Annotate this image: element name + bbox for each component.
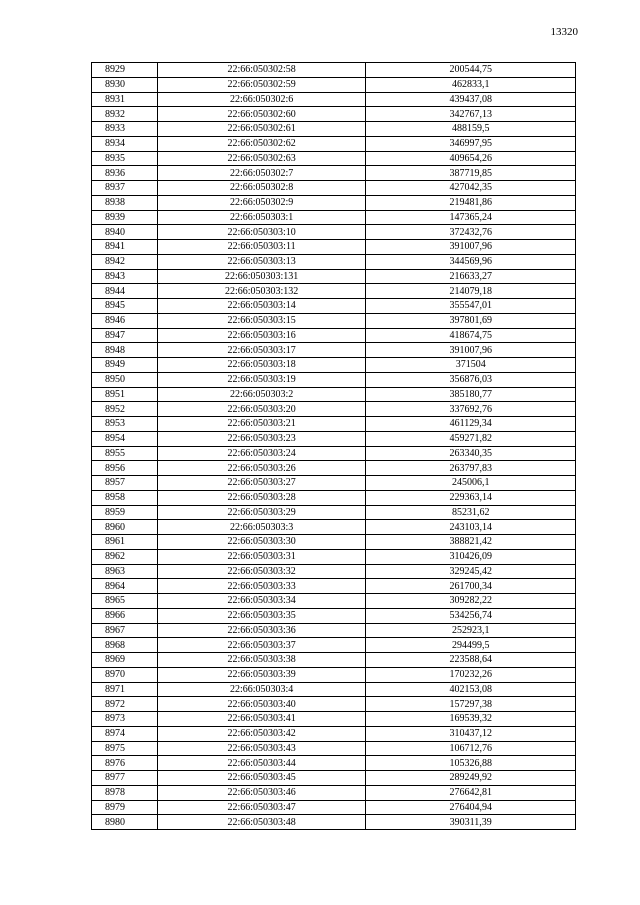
row-number: 8951 xyxy=(92,387,158,402)
cadastral-number: 22:66:050302:61 xyxy=(157,122,366,137)
table-row xyxy=(92,756,576,771)
cadastral-value: 391007,96 xyxy=(366,240,576,255)
cadastral-value: 294499,5 xyxy=(366,638,576,653)
row-number: 8930 xyxy=(92,77,158,92)
table-row xyxy=(92,594,576,609)
row-number: 8977 xyxy=(92,771,158,786)
row-number: 8947 xyxy=(92,328,158,343)
cadastral-number: 22:66:050303:2 xyxy=(157,387,366,402)
cadastral-value: 157297,38 xyxy=(366,697,576,712)
table-row xyxy=(92,490,576,505)
cadastral-number: 22:66:050303:19 xyxy=(157,372,366,387)
cadastral-number: 22:66:050303:18 xyxy=(157,358,366,373)
cadastral-number: 22:66:050303:38 xyxy=(157,653,366,668)
table-row xyxy=(92,712,576,727)
row-number: 8949 xyxy=(92,358,158,373)
cadastral-number: 22:66:050303:23 xyxy=(157,431,366,446)
row-number: 8958 xyxy=(92,490,158,505)
cadastral-number: 22:66:050303:4 xyxy=(157,682,366,697)
table-body xyxy=(92,63,576,830)
table-row xyxy=(92,505,576,520)
table-row xyxy=(92,653,576,668)
cadastral-value: 263340,35 xyxy=(366,446,576,461)
cadastral-value: 356876,03 xyxy=(366,372,576,387)
table-row xyxy=(92,726,576,741)
cadastral-number: 22:66:050303:46 xyxy=(157,785,366,800)
cadastral-number: 22:66:050303:41 xyxy=(157,712,366,727)
table-row xyxy=(92,564,576,579)
cadastral-value: 105326,88 xyxy=(366,756,576,771)
table-row xyxy=(92,328,576,343)
cadastral-value: 289249,92 xyxy=(366,771,576,786)
cadastral-value: 397801,69 xyxy=(366,313,576,328)
row-number: 8941 xyxy=(92,240,158,255)
table-row xyxy=(92,446,576,461)
row-number: 8961 xyxy=(92,535,158,550)
cadastral-number: 22:66:050303:29 xyxy=(157,505,366,520)
row-number: 8932 xyxy=(92,107,158,122)
row-number: 8953 xyxy=(92,417,158,432)
row-number: 8933 xyxy=(92,122,158,137)
cadastral-number: 22:66:050303:17 xyxy=(157,343,366,358)
cadastral-value: 261700,34 xyxy=(366,579,576,594)
table-row xyxy=(92,535,576,550)
cadastral-number: 22:66:050303:30 xyxy=(157,535,366,550)
cadastral-value: 391007,96 xyxy=(366,343,576,358)
row-number: 8948 xyxy=(92,343,158,358)
row-number: 8960 xyxy=(92,520,158,535)
cadastral-number: 22:66:050302:63 xyxy=(157,151,366,166)
cadastral-value: 243103,14 xyxy=(366,520,576,535)
cadastral-number: 22:66:050302:60 xyxy=(157,107,366,122)
cadastral-value: 147365,24 xyxy=(366,210,576,225)
cadastral-number: 22:66:050303:34 xyxy=(157,594,366,609)
cadastral-value: 459271,82 xyxy=(366,431,576,446)
row-number: 8972 xyxy=(92,697,158,712)
cadastral-value: 461129,34 xyxy=(366,417,576,432)
table-row xyxy=(92,402,576,417)
cadastral-value: 418674,75 xyxy=(366,328,576,343)
row-number: 8970 xyxy=(92,667,158,682)
table-row xyxy=(92,151,576,166)
table-row xyxy=(92,136,576,151)
row-number: 8938 xyxy=(92,195,158,210)
cadastral-number: 22:66:050303:47 xyxy=(157,800,366,815)
cadastral-value: 390311,39 xyxy=(366,815,576,830)
row-number: 8952 xyxy=(92,402,158,417)
cadastral-value: 252923,1 xyxy=(366,623,576,638)
cadastral-number: 22:66:050303:45 xyxy=(157,771,366,786)
table-row xyxy=(92,800,576,815)
cadastral-number: 22:66:050303:28 xyxy=(157,490,366,505)
table-row xyxy=(92,77,576,92)
row-number: 8959 xyxy=(92,505,158,520)
row-number: 8942 xyxy=(92,254,158,269)
row-number: 8967 xyxy=(92,623,158,638)
row-number: 8968 xyxy=(92,638,158,653)
cadastral-value: 229363,14 xyxy=(366,490,576,505)
row-number: 8963 xyxy=(92,564,158,579)
table-row xyxy=(92,697,576,712)
row-number: 8979 xyxy=(92,800,158,815)
cadastral-value: 309282,22 xyxy=(366,594,576,609)
row-number: 8929 xyxy=(92,63,158,78)
row-number: 8973 xyxy=(92,712,158,727)
row-number: 8940 xyxy=(92,225,158,240)
cadastral-number: 22:66:050303:27 xyxy=(157,476,366,491)
table-row xyxy=(92,667,576,682)
table-row xyxy=(92,313,576,328)
cadastral-value: 310426,09 xyxy=(366,549,576,564)
cadastral-number: 22:66:050302:58 xyxy=(157,63,366,78)
row-number: 8939 xyxy=(92,210,158,225)
cadastral-value: 310437,12 xyxy=(366,726,576,741)
cadastral-value: 462833,1 xyxy=(366,77,576,92)
table-row xyxy=(92,225,576,240)
row-number: 8946 xyxy=(92,313,158,328)
table-row xyxy=(92,741,576,756)
row-number: 8980 xyxy=(92,815,158,830)
row-number: 8950 xyxy=(92,372,158,387)
table-row xyxy=(92,623,576,638)
cadastral-value: 342767,13 xyxy=(366,107,576,122)
cadastral-value: 387719,85 xyxy=(366,166,576,181)
row-number: 8971 xyxy=(92,682,158,697)
row-number: 8931 xyxy=(92,92,158,107)
cadastral-value: 170232,26 xyxy=(366,667,576,682)
cadastral-value: 346997,95 xyxy=(366,136,576,151)
row-number: 8934 xyxy=(92,136,158,151)
row-number: 8955 xyxy=(92,446,158,461)
cadastral-number: 22:66:050303:131 xyxy=(157,269,366,284)
cadastral-number: 22:66:050303:35 xyxy=(157,608,366,623)
cadastral-value: 372432,76 xyxy=(366,225,576,240)
cadastral-number: 22:66:050302:7 xyxy=(157,166,366,181)
cadastral-value: 216633,27 xyxy=(366,269,576,284)
row-number: 8936 xyxy=(92,166,158,181)
row-number: 8935 xyxy=(92,151,158,166)
cadastral-number: 22:66:050303:1 xyxy=(157,210,366,225)
cadastral-number: 22:66:050303:26 xyxy=(157,461,366,476)
table-row xyxy=(92,92,576,107)
cadastral-number: 22:66:050302:59 xyxy=(157,77,366,92)
table-row xyxy=(92,269,576,284)
table-row xyxy=(92,387,576,402)
row-number: 8969 xyxy=(92,653,158,668)
row-number: 8962 xyxy=(92,549,158,564)
cadastral-number: 22:66:050303:24 xyxy=(157,446,366,461)
table-row xyxy=(92,520,576,535)
row-number: 8964 xyxy=(92,579,158,594)
table-row xyxy=(92,284,576,299)
cadastral-number: 22:66:050303:15 xyxy=(157,313,366,328)
row-number: 8974 xyxy=(92,726,158,741)
table-row xyxy=(92,240,576,255)
cadastral-value: 534256,74 xyxy=(366,608,576,623)
cadastral-number: 22:66:050302:62 xyxy=(157,136,366,151)
row-number: 8943 xyxy=(92,269,158,284)
cadastral-value: 355547,01 xyxy=(366,299,576,314)
cadastral-value: 223588,64 xyxy=(366,653,576,668)
table-row xyxy=(92,815,576,830)
cadastral-number: 22:66:050303:42 xyxy=(157,726,366,741)
cadastral-value: 329245,42 xyxy=(366,564,576,579)
cadastral-number: 22:66:050303:16 xyxy=(157,328,366,343)
table-row xyxy=(92,549,576,564)
row-number: 8957 xyxy=(92,476,158,491)
table-row xyxy=(92,431,576,446)
cadastral-number: 22:66:050303:48 xyxy=(157,815,366,830)
cadastral-value: 276404,94 xyxy=(366,800,576,815)
cadastral-value: 169539,32 xyxy=(366,712,576,727)
cadastral-number: 22:66:050303:31 xyxy=(157,549,366,564)
cadastral-value: 337692,76 xyxy=(366,402,576,417)
cadastral-number: 22:66:050303:10 xyxy=(157,225,366,240)
cadastral-value: 402153,08 xyxy=(366,682,576,697)
table-row xyxy=(92,107,576,122)
table-row xyxy=(92,579,576,594)
cadastral-value: 409654,26 xyxy=(366,151,576,166)
table-row xyxy=(92,195,576,210)
table-row xyxy=(92,682,576,697)
cadastral-value: 214079,18 xyxy=(366,284,576,299)
table-row xyxy=(92,343,576,358)
row-number: 8944 xyxy=(92,284,158,299)
table-row xyxy=(92,122,576,137)
cadastral-value-table xyxy=(91,62,576,830)
cadastral-value: 263797,83 xyxy=(366,461,576,476)
page-number: 13320 xyxy=(550,26,578,38)
cadastral-number: 22:66:050303:44 xyxy=(157,756,366,771)
cadastral-value: 245006,1 xyxy=(366,476,576,491)
cadastral-number: 22:66:050302:9 xyxy=(157,195,366,210)
cadastral-number: 22:66:050303:21 xyxy=(157,417,366,432)
cadastral-number: 22:66:050303:11 xyxy=(157,240,366,255)
table-row xyxy=(92,771,576,786)
cadastral-number: 22:66:050303:14 xyxy=(157,299,366,314)
cadastral-value: 276642,81 xyxy=(366,785,576,800)
row-number: 8978 xyxy=(92,785,158,800)
row-number: 8945 xyxy=(92,299,158,314)
cadastral-value: 427042,35 xyxy=(366,181,576,196)
cadastral-value: 371504 xyxy=(366,358,576,373)
cadastral-value: 200544,75 xyxy=(366,63,576,78)
table-row xyxy=(92,476,576,491)
row-number: 8975 xyxy=(92,741,158,756)
row-number: 8965 xyxy=(92,594,158,609)
cadastral-number: 22:66:050303:20 xyxy=(157,402,366,417)
cadastral-value: 439437,08 xyxy=(366,92,576,107)
table-row xyxy=(92,417,576,432)
cadastral-value: 385180,77 xyxy=(366,387,576,402)
row-number: 8937 xyxy=(92,181,158,196)
row-number: 8976 xyxy=(92,756,158,771)
table-row xyxy=(92,372,576,387)
cadastral-number: 22:66:050302:8 xyxy=(157,181,366,196)
table-row xyxy=(92,638,576,653)
cadastral-number: 22:66:050303:33 xyxy=(157,579,366,594)
cadastral-number: 22:66:050303:13 xyxy=(157,254,366,269)
table-row xyxy=(92,63,576,78)
cadastral-number: 22:66:050303:32 xyxy=(157,564,366,579)
table-row xyxy=(92,166,576,181)
cadastral-number: 22:66:050302:6 xyxy=(157,92,366,107)
cadastral-number: 22:66:050303:37 xyxy=(157,638,366,653)
cadastral-value: 106712,76 xyxy=(366,741,576,756)
cadastral-value: 85231,62 xyxy=(366,505,576,520)
row-number: 8966 xyxy=(92,608,158,623)
cadastral-number: 22:66:050303:40 xyxy=(157,697,366,712)
cadastral-number: 22:66:050303:3 xyxy=(157,520,366,535)
table-row xyxy=(92,210,576,225)
cadastral-number: 22:66:050303:39 xyxy=(157,667,366,682)
table-row xyxy=(92,461,576,476)
cadastral-value: 219481,86 xyxy=(366,195,576,210)
table-row xyxy=(92,785,576,800)
table-row xyxy=(92,608,576,623)
cadastral-number: 22:66:050303:43 xyxy=(157,741,366,756)
table-row xyxy=(92,358,576,373)
table-row xyxy=(92,299,576,314)
table-row xyxy=(92,181,576,196)
cadastral-value: 388821,42 xyxy=(366,535,576,550)
cadastral-value: 344569,96 xyxy=(366,254,576,269)
cadastral-number: 22:66:050303:132 xyxy=(157,284,366,299)
cadastral-value: 488159,5 xyxy=(366,122,576,137)
row-number: 8954 xyxy=(92,431,158,446)
cadastral-number: 22:66:050303:36 xyxy=(157,623,366,638)
row-number: 8956 xyxy=(92,461,158,476)
table-row xyxy=(92,254,576,269)
